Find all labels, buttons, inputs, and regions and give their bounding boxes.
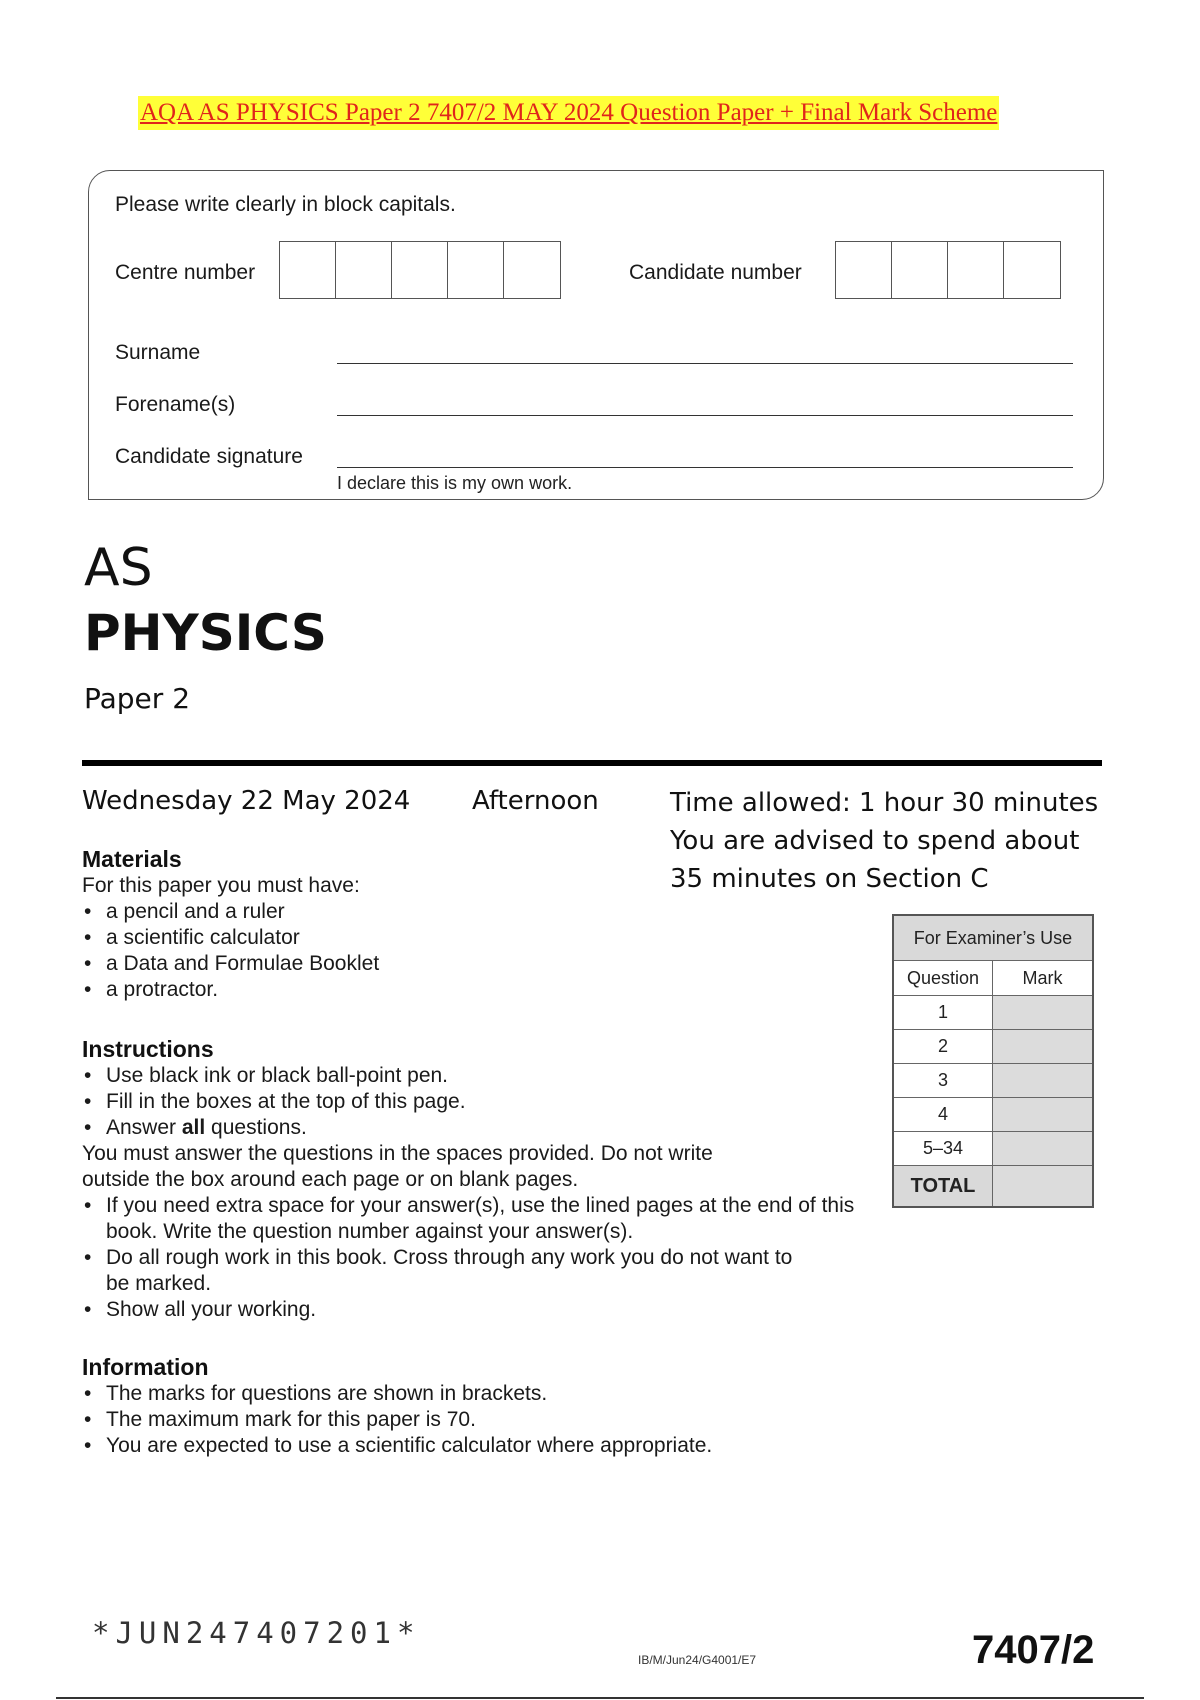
barcode-text: *JUN247407201* (92, 1616, 421, 1650)
instructions-list-bottom (82, 1193, 872, 1323)
answer-emphasis: all (181, 1116, 206, 1139)
forenames-field[interactable] (337, 415, 1073, 416)
centre-digit-box[interactable] (504, 242, 560, 298)
instructions-list-top (82, 1063, 872, 1141)
instructions-paragraph-line2: outside the box around each page or on blank pages. (82, 1168, 579, 1191)
question-number: 1 (893, 996, 993, 1030)
materials-intro: For this paper you must have: (82, 874, 360, 897)
time-allowed: Time allowed: 1 hour 30 minutes (670, 788, 1099, 818)
table-row (893, 1030, 1093, 1064)
table-row (893, 996, 1093, 1030)
signature-field[interactable] (337, 467, 1073, 468)
surname-field[interactable] (337, 363, 1073, 364)
answer-suffix: questions. (205, 1116, 307, 1139)
candidate-digit-box[interactable] (892, 242, 948, 298)
list-item: • If you need extra space for your answer(s), use the lined pages at the end of this book. Write the question number against your answer(s). (82, 1193, 872, 1245)
signature-label: Candidate signature (115, 445, 303, 468)
materials-list (82, 899, 842, 1003)
question-number: 3 (893, 1064, 993, 1098)
materials-section (82, 846, 842, 1003)
surname-label: Surname (115, 341, 201, 364)
reference-code: IB/M/Jun24/G4001/E7 (638, 1653, 757, 1667)
instructions-section (82, 1036, 872, 1323)
mark-cell (993, 1132, 1094, 1166)
exam-date: Wednesday 22 May 2024 (82, 786, 411, 816)
mark-cell (993, 1064, 1094, 1098)
total-mark-cell (993, 1166, 1094, 1208)
centre-digit-box[interactable] (448, 242, 504, 298)
total-row (893, 1166, 1093, 1208)
mark-cell (993, 996, 1094, 1030)
section-c-advice-line2: 35 minutes on Section C (670, 864, 989, 894)
list-item: • a scientific calculator (82, 925, 842, 951)
heading-divider (82, 760, 1102, 766)
candidate-digit-box[interactable] (948, 242, 1004, 298)
table-row (893, 1064, 1093, 1098)
list-item (82, 1115, 872, 1141)
list-item: • The marks for questions are shown in brackets. (82, 1381, 872, 1407)
instructions-heading: Instructions (82, 1036, 214, 1062)
list-item: • You are expected to use a scientific calculator where appropriate. (82, 1433, 872, 1459)
centre-digit-box[interactable] (280, 242, 336, 298)
candidate-digit-box[interactable] (836, 242, 892, 298)
list-item: • Fill in the boxes at the top of this page. (82, 1089, 872, 1115)
materials-heading: Materials (82, 846, 182, 872)
list-item: • The maximum mark for this paper is 70. (82, 1407, 872, 1433)
information-section (82, 1354, 872, 1459)
question-number: 4 (893, 1098, 993, 1132)
bottom-divider (56, 1697, 1144, 1699)
list-item: • a pencil and a ruler (82, 899, 842, 925)
candidate-digit-box[interactable] (1004, 242, 1060, 298)
paper-number: Paper 2 (84, 682, 191, 715)
information-list (82, 1381, 872, 1459)
section-c-advice-line1: You are advised to spend about (670, 826, 1080, 856)
list-item: • Show all your working. (82, 1297, 872, 1323)
candidate-details-box (88, 170, 1104, 500)
question-number: 5–34 (893, 1132, 993, 1166)
question-column-header: Question (893, 961, 993, 996)
candidate-number-boxes[interactable] (835, 241, 1061, 299)
forenames-label: Forename(s) (115, 393, 236, 416)
exam-session: Afternoon (472, 786, 599, 816)
question-number: 2 (893, 1030, 993, 1064)
examiner-table-title: For Examiner’s Use (893, 915, 1093, 961)
list-item: • a protractor. (82, 977, 842, 1003)
answer-prefix: Answer (106, 1116, 182, 1139)
centre-digit-box[interactable] (392, 242, 448, 298)
document-title-banner: AQA AS PHYSICS Paper 2 7407/2 MAY 2024 Question Paper + Final Mark Scheme (138, 96, 999, 130)
mark-cell (993, 1030, 1094, 1064)
subject-title: PHYSICS (84, 604, 327, 662)
table-row (893, 1132, 1093, 1166)
declaration-text: I declare this is my own work. (337, 473, 573, 493)
qualification-level: AS (84, 538, 153, 598)
centre-number-boxes[interactable] (279, 241, 561, 299)
candidate-number-label: Candidate number (629, 261, 802, 284)
instructions-paragraph-line1: You must answer the questions in the spaces provided. Do not write (82, 1142, 713, 1165)
list-item: • Use black ink or black ball-point pen. (82, 1063, 872, 1089)
list-item: • Do all rough work in this book. Cross through any work you do not want to be marked. (82, 1245, 806, 1297)
list-item: • a Data and Formulae Booklet (82, 951, 842, 977)
mark-cell (993, 1098, 1094, 1132)
total-label: TOTAL (893, 1166, 993, 1208)
examiner-use-table (892, 914, 1094, 1208)
centre-digit-box[interactable] (336, 242, 392, 298)
table-row (893, 1098, 1093, 1132)
block-capitals-instruction: Please write clearly in block capitals. (115, 193, 456, 216)
mark-column-header: Mark (993, 961, 1094, 996)
information-heading: Information (82, 1354, 209, 1380)
paper-code: 7407/2 (972, 1628, 1095, 1672)
centre-number-label: Centre number (115, 261, 256, 284)
